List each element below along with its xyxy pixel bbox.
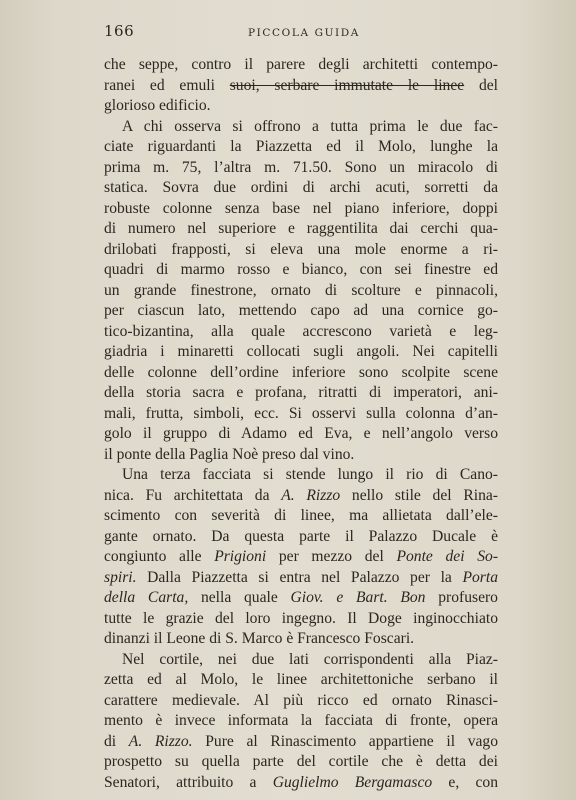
text-run: golo il gruppo di Adamo ed Eva, e nell’angolo verso	[104, 425, 498, 442]
text-run: prospetto su quella parte del cortile che è detta dei	[104, 753, 498, 770]
page-number: 166	[104, 22, 135, 40]
text-line	[104, 629, 498, 650]
text-line	[104, 773, 498, 794]
text-run: Una terza facciata si stende lungo il rio di Cano-	[122, 466, 498, 483]
italic-text: A. Rizzo	[281, 486, 341, 504]
text-line	[104, 752, 498, 773]
text-run: prima m. 75, l’altra m. 71.50. Sono un miracolo di	[104, 158, 498, 176]
paragraph-first-line	[104, 117, 498, 138]
text-line	[104, 424, 498, 445]
text-line	[104, 383, 498, 404]
text-line	[104, 670, 498, 691]
text-run: carattere medievale. Al più ricco ed ornato Rinasci-	[104, 691, 498, 709]
text-line	[104, 445, 498, 466]
text-run: del	[464, 76, 498, 94]
text-run: ciate riguardanti la Piazzetta ed il Molo, lunghe la	[104, 138, 498, 155]
text-run: gante ornato. Da questa parte il Palazzo Ducale è	[104, 527, 498, 545]
struck-text: suoi, serbare immutate le linee	[229, 76, 465, 94]
paragraph-first-line	[104, 650, 498, 671]
text-line	[104, 691, 498, 712]
text-run: statica. Sovra due ordini di archi acuti, sorretti da	[104, 179, 498, 196]
text-run: scimento con severità di linee, ma allietata dall’ele-	[104, 507, 498, 524]
text-line	[104, 240, 498, 261]
text-run: per ciascun lato, mettendo capo ad una cornice go-	[104, 302, 498, 319]
text-line	[104, 301, 498, 322]
text-run: profusero	[425, 589, 498, 606]
text-run: che seppe, contro il parere degli architetti contempo-	[104, 56, 498, 73]
text-run: di numero nel superiore e raggentilita dai cerchi qua-	[104, 220, 498, 237]
paragraph-first-line	[104, 55, 498, 76]
text-line	[104, 547, 498, 568]
text-line	[104, 158, 498, 179]
text-line	[104, 732, 498, 753]
text-run: giadria i minaretti collocati sugli angoli. Nei capitelli	[104, 343, 498, 360]
text-line	[104, 281, 498, 302]
italic-text: Guglielmo Bergamasco	[272, 773, 433, 791]
italic-text: della Carta,	[104, 589, 189, 606]
text-run: nella quale	[188, 589, 291, 606]
italic-text: A. Rizzo.	[128, 732, 193, 750]
text-line	[104, 96, 498, 117]
text-line	[104, 404, 498, 425]
text-run: congiunto alle	[104, 548, 215, 565]
text-run: Nel cortile, nei due lati corrispondenti alla Piaz-	[122, 650, 498, 668]
paragraph-first-line	[104, 465, 498, 486]
text-run: robuste colonne senza base nel piano inferiore, doppi	[104, 199, 498, 217]
text-run: delle colonne dell’ordine inferiore sono scolpite scene	[104, 363, 498, 381]
text-line	[104, 178, 498, 199]
text-line	[104, 568, 498, 589]
text-line	[104, 137, 498, 158]
text-line	[104, 527, 498, 548]
text-run: quadri di marmo rosso e bianco, con sei finestre ed	[104, 261, 498, 278]
text-run: zetta ed al Molo, le linee architettoniche serbano il	[104, 671, 498, 688]
text-run: glorioso edificio.	[104, 97, 211, 114]
text-line	[104, 711, 498, 732]
italic-text: Prigioni	[214, 548, 267, 565]
text-line	[104, 199, 498, 220]
text-line	[104, 219, 498, 240]
text-run: Senatori, attribuito a	[104, 773, 273, 791]
text-line	[104, 322, 498, 343]
text-line	[104, 486, 498, 507]
text-line	[104, 76, 498, 97]
text-run: drilobati frapposti, si eleva una mole enorme a ri-	[104, 240, 498, 258]
text-run: un grande finestrone, ornato di scolture e pinnacoli,	[104, 281, 498, 299]
italic-text: spiri.	[104, 568, 137, 586]
text-run: mali, frutta, simboli, ecc. Si osservi sulla colonna d’an-	[104, 404, 498, 422]
italic-text: Porta	[462, 568, 498, 586]
text-run: tico-bizantina, alla quale accrescono varietà e leg-	[104, 322, 498, 340]
running-head: PICCOLA GUIDA	[248, 27, 360, 39]
text-line	[104, 588, 498, 609]
text-run: per mezzo del	[266, 548, 397, 565]
text-run: Pure al Rinascimento appartiene il vago	[192, 732, 499, 750]
italic-text: Giov. e Bart. Bon	[290, 589, 426, 606]
text-line	[104, 609, 498, 630]
text-run: tutte le grazie del loro ingegno. Il Doge inginocchiato	[104, 609, 498, 627]
text-run: nello stile del Rina-	[340, 486, 498, 504]
text-run: della storia sacra e profana, ritratti di imperatori, ani-	[104, 384, 498, 401]
text-run: di	[104, 732, 129, 750]
text-run: mento è invece informata la facciata di fronte, opera	[104, 712, 498, 729]
text-run: dinanzi il Leone di S. Marco è Francesco Foscari.	[104, 630, 415, 647]
text-line	[104, 260, 498, 281]
text-run: e, con	[432, 773, 499, 791]
italic-text: Ponte dei So-	[396, 548, 499, 565]
text-run: il ponte della Paglia Noè preso dal vino.	[104, 445, 355, 463]
text-run: ranei ed emuli	[104, 76, 230, 94]
body-text	[104, 55, 498, 793]
text-line	[104, 342, 498, 363]
text-run: A chi osserva si offrono a tutta prima le due fac-	[122, 117, 498, 135]
text-line	[104, 506, 498, 527]
text-line	[104, 363, 498, 384]
text-run: Dalla Piazzetta si entra nel Palazzo per la	[136, 568, 463, 586]
text-run: nica. Fu architettata da	[104, 486, 282, 504]
